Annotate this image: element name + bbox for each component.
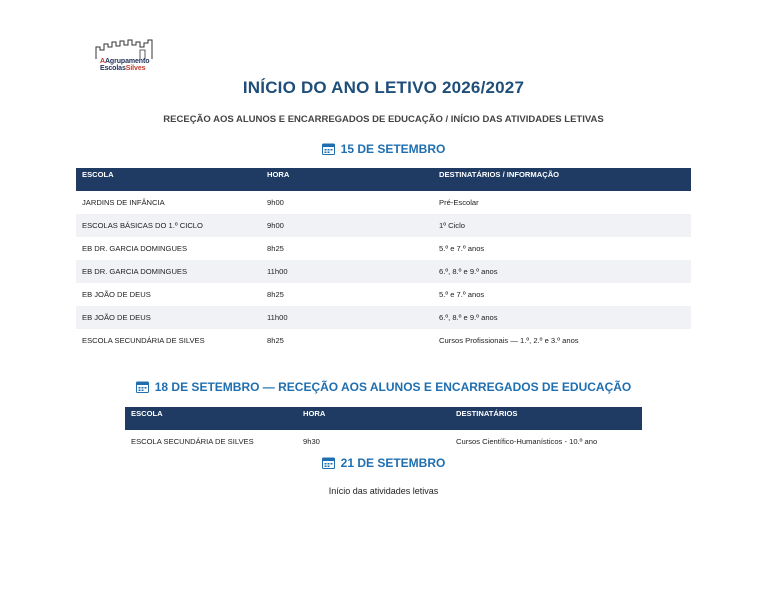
table-row <box>125 430 642 453</box>
cell-hora: 8h25 <box>267 336 284 345</box>
cell-escola: EB DR. GARCIA DOMINGUES <box>82 244 188 253</box>
cell-destinatarios: 5.º e 7.º anos <box>439 290 485 299</box>
col-header-hora: HORA <box>297 407 450 430</box>
cell-destinatarios: 1º Ciclo <box>433 214 691 237</box>
col-header-escola: ESCOLA <box>76 168 261 191</box>
cell-hora: 8h25 <box>267 244 284 253</box>
section1-heading <box>0 142 767 156</box>
cell-hora: 9h00 <box>261 214 433 237</box>
table-row <box>76 191 691 214</box>
col-header-escola: ESCOLA <box>125 407 297 430</box>
section1-table <box>76 168 691 352</box>
table-header-row <box>76 168 691 191</box>
cell-destinatarios: Pré-Escolar <box>439 198 479 207</box>
cell-destinatarios: 6.º, 8.º e 9.º anos <box>433 260 691 283</box>
cell-escola: EB JOÃO DE DEUS <box>82 290 151 299</box>
cell-hora: 9h30 <box>303 437 320 446</box>
section3-heading-text: 21 DE SETEMBRO <box>340 456 446 470</box>
calendar-icon <box>322 457 335 469</box>
section1-heading-text: 15 DE SETEMBRO <box>340 142 446 156</box>
cell-escola: JARDINS DE INFÂNCIA <box>82 198 165 207</box>
cell-escola: ESCOLA SECUNDÁRIA DE SILVES <box>131 437 254 446</box>
col-header-destinatarios: DESTINATÁRIOS <box>450 407 642 430</box>
section3-note: Início das atividades letivas <box>328 486 439 496</box>
logo-line1: Agrupamento <box>104 58 150 65</box>
cell-hora: 8h25 <box>267 290 284 299</box>
page-title: INÍCIO DO ANO LETIVO 2026/2027 <box>242 78 525 97</box>
calendar-icon <box>136 381 149 393</box>
calendar-icon <box>322 143 335 155</box>
page-subtitle: RECEÇÃO AOS ALUNOS E ENCARREGADOS DE EDUCAÇÃO / INÍCIO DAS ATIVIDADES LETIVAS <box>163 114 604 125</box>
section2-heading <box>0 380 767 394</box>
table-row <box>76 260 691 283</box>
cell-escola: ESCOLA SECUNDÁRIA DE SILVES <box>82 336 205 345</box>
cell-hora: 9h00 <box>267 198 284 207</box>
table-row <box>76 329 691 352</box>
cell-destinatarios: 6.º, 8.º e 9.º anos <box>433 306 691 329</box>
table-row <box>76 214 691 237</box>
table-header-row <box>125 407 642 430</box>
cell-escola: ESCOLAS BÁSICAS DO 1.º CICLO <box>76 214 261 237</box>
cell-hora: 11h00 <box>261 260 433 283</box>
logo-line2-b: Silves <box>125 65 146 72</box>
col-header-destinatarios: DESTINATÁRIOS / INFORMAÇÃO <box>433 168 691 191</box>
cell-destinatarios: 5.º e 7.º anos <box>439 244 485 253</box>
cell-destinatarios: Cursos Profissionais — 1.º, 2.º e 3.º anos <box>439 336 579 345</box>
logo-line2-a: Escolas <box>100 65 126 72</box>
table-row <box>76 306 691 329</box>
castle-icon <box>95 38 153 60</box>
cell-hora: 11h00 <box>261 306 433 329</box>
section3-heading <box>0 456 767 470</box>
cell-destinatarios: Cursos Científico-Humanísticos - 10.º ano <box>456 437 598 446</box>
table-row <box>76 237 691 260</box>
cell-escola: EB DR. GARCIA DOMINGUES <box>76 260 261 283</box>
section2-table <box>125 407 642 453</box>
section2-heading-text: 18 DE SETEMBRO — RECEÇÃO AOS ALUNOS E ENCARREGADOS DE EDUCAÇÃO <box>154 380 632 394</box>
school-logo: AAgrupamento EscolasSilves <box>95 38 155 74</box>
cell-escola: EB JOÃO DE DEUS <box>76 306 261 329</box>
table-row <box>76 283 691 306</box>
col-header-hora: HORA <box>261 168 433 191</box>
